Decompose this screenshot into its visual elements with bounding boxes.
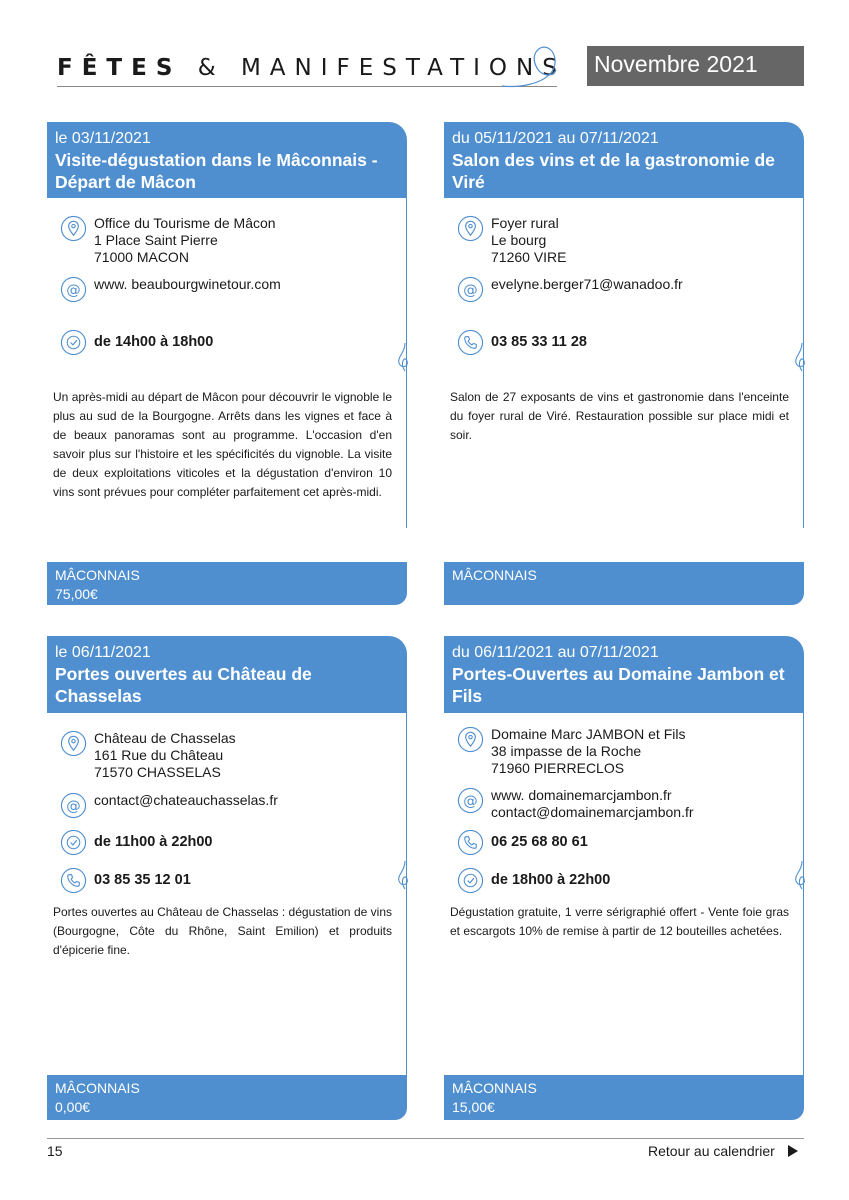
event-title: Portes ouvertes au Château de Chasselas — [55, 664, 312, 706]
phone-icon — [457, 829, 484, 856]
swirl-decoration-icon — [395, 861, 415, 891]
price-label: 75,00€ — [55, 586, 98, 602]
location-pin-icon — [60, 730, 87, 757]
footer-divider — [47, 1138, 804, 1139]
section-title: FÊTES & MANIFESTATIONS — [57, 55, 566, 81]
event-body — [47, 198, 407, 528]
event-header — [47, 122, 407, 198]
event-footer — [444, 562, 804, 605]
web-row[interactable] — [60, 276, 281, 303]
svg-text:@: @ — [463, 282, 478, 299]
event-body — [47, 713, 407, 1075]
event-footer — [444, 1075, 804, 1120]
at-sign-icon — [60, 276, 87, 303]
region-label: MÂCONNAIS — [55, 1080, 140, 1096]
address-row — [60, 730, 236, 781]
month-badge: Novembre 2021 — [587, 46, 804, 86]
hours-text: de 18h00 à 22h00 — [491, 872, 611, 888]
event-date: le 06/11/2021 — [55, 644, 151, 661]
phone-number[interactable]: 03 85 33 11 28 — [491, 334, 587, 350]
website-link[interactable]: www. domainemarcjambon.fr contact@domainemarcjambon.fr — [491, 787, 694, 820]
swirl-decoration-icon — [395, 343, 415, 373]
address-row — [60, 215, 276, 266]
back-link-label[interactable]: Retour au calendrier — [648, 1143, 775, 1159]
at-sign-icon — [457, 787, 484, 814]
phone-row[interactable] — [60, 867, 191, 894]
phone-number[interactable]: 06 25 68 80 61 — [491, 834, 588, 850]
at-sign-icon — [60, 792, 87, 819]
event-card — [47, 636, 407, 1115]
web-row[interactable] — [457, 787, 694, 821]
email-link[interactable]: contact@chateauchasselas.fr — [94, 792, 278, 808]
address-text: Foyer rural Le bourg 71260 VIRE — [491, 215, 567, 265]
swirl-decoration-icon — [500, 40, 560, 92]
phone-icon — [60, 867, 87, 894]
hours-text: de 11h00 à 22h00 — [94, 834, 213, 850]
swirl-decoration-icon — [792, 343, 812, 373]
page-number: 15 — [47, 1143, 63, 1159]
clock-icon — [60, 329, 87, 356]
event-footer — [47, 1075, 407, 1120]
event-body — [444, 713, 804, 1075]
event-description: Salon de 27 exposants de vins et gastronomie dans l'enceinte du foyer rural de Viré. Restauration possible sur place midi et soir. — [450, 390, 789, 442]
website-link[interactable]: www. beaubourgwinetour.com — [94, 276, 281, 292]
clock-icon — [60, 829, 87, 856]
back-to-calendar-link[interactable] — [648, 1143, 799, 1159]
event-date: du 05/11/2021 au 07/11/2021 — [452, 130, 659, 147]
hours-row — [60, 329, 213, 356]
event-description: Portes ouvertes au Château de Chasselas : dégustation de vins (Bourgogne, Côte du Rhône, Saint Emilion) et produits d'épicerie fine. — [53, 905, 392, 957]
region-label: MÂCONNAIS — [55, 567, 140, 583]
hours-row — [457, 867, 610, 894]
event-card — [444, 636, 804, 1115]
header-underline — [57, 86, 557, 87]
address-text: Domaine Marc JAMBON et Fils 38 impasse de la Roche 71960 PIERRECLOS — [491, 726, 686, 776]
at-sign-icon — [457, 276, 484, 303]
region-label: MÂCONNAIS — [452, 567, 537, 583]
event-date: du 06/11/2021 au 07/11/2021 — [452, 644, 659, 661]
event-header — [444, 122, 804, 198]
address-text: Château de Chasselas 161 Rue du Château 71570 CHASSELAS — [94, 730, 236, 780]
event-title: Visite-dégustation dans le Mâconnais - Départ de Mâcon — [55, 150, 378, 192]
swirl-decoration-icon — [792, 861, 812, 891]
event-header — [444, 636, 804, 713]
phone-icon — [457, 329, 484, 356]
clock-icon — [457, 867, 484, 894]
event-title: Portes-Ouvertes au Domaine Jambon et Fils — [452, 664, 785, 706]
email-link[interactable]: evelyne.berger71@wanadoo.fr — [491, 276, 683, 292]
email-row[interactable] — [457, 276, 683, 303]
price-label: 15,00€ — [452, 1099, 495, 1115]
event-description: Dégustation gratuite, 1 verre sérigraphié offert - Vente foie gras et escargots 10% de remise à partir de 12 bouteilles achetées. — [450, 905, 789, 938]
event-header — [47, 636, 407, 713]
address-row — [457, 215, 567, 266]
svg-text:@: @ — [66, 282, 81, 299]
event-body — [444, 198, 804, 528]
location-pin-icon — [60, 215, 87, 242]
price-label: 0,00€ — [55, 1099, 91, 1115]
svg-text:@: @ — [66, 798, 81, 815]
event-title: Salon des vins et de la gastronomie de Viré — [452, 150, 775, 192]
event-description: Un après-midi au départ de Mâcon pour découvrir le vignoble le plus au sud de la Bourgogne. Arrêts dans les vignes et face à de beaux panoramas sont au programme. L'occasion d'en savoir plus sur l'histoire et les spécificités du vignoble. La visite de deux exploitations viticoles et la dégustation d'environ 10 vins sont prévues pour compléter parfaitement cet après-midi. — [53, 390, 392, 499]
play-arrow-icon[interactable] — [787, 1144, 799, 1158]
location-pin-icon — [457, 726, 484, 753]
hours-text: de 14h00 à 18h00 — [94, 334, 214, 350]
event-date: le 03/11/2021 — [55, 130, 151, 147]
event-card — [444, 122, 804, 583]
address-text: Office du Tourisme de Mâcon 1 Place Saint Pierre 71000 MACON — [94, 215, 276, 265]
event-footer — [47, 562, 407, 605]
phone-row[interactable] — [457, 829, 588, 856]
svg-text:@: @ — [463, 793, 478, 810]
hours-row — [60, 829, 213, 856]
location-pin-icon — [457, 215, 484, 242]
phone-number[interactable]: 03 85 35 12 01 — [94, 872, 191, 888]
event-card — [47, 122, 407, 602]
phone-row[interactable] — [457, 329, 587, 356]
region-label: MÂCONNAIS — [452, 1080, 537, 1096]
email-row[interactable] — [60, 792, 278, 819]
address-row — [457, 726, 685, 777]
